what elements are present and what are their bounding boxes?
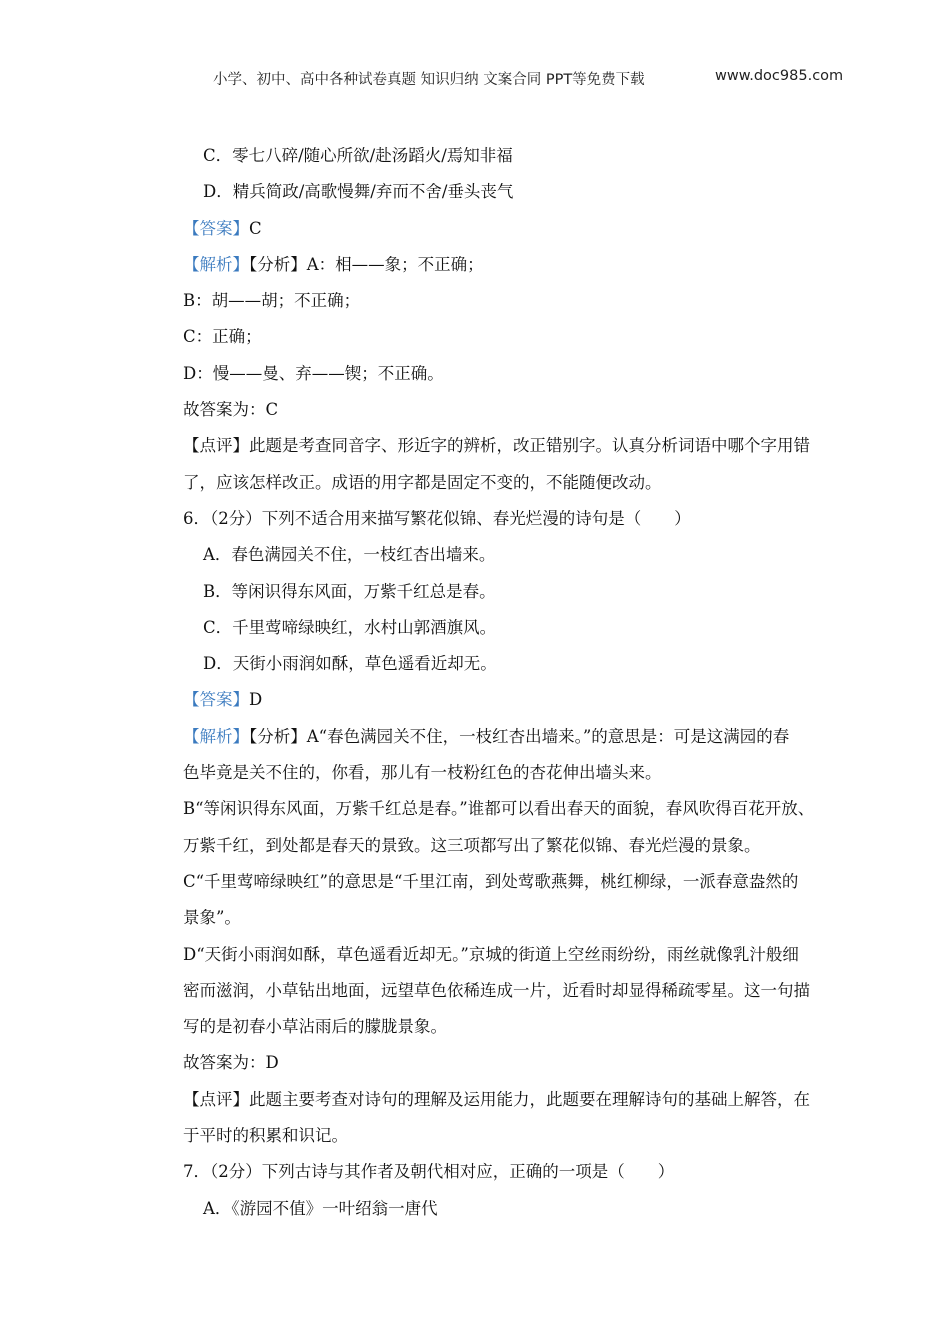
line-text: B．等闲识得东风面，万紫千红总是春。 bbox=[203, 581, 496, 601]
line-text: D“天街小雨润如酥，草色遥看近却无。”京城的街道上空丝雨纷纷，雨丝就像乳汁般细 bbox=[183, 944, 799, 964]
line-text: 7．（2分）下列古诗与其作者及朝代相对应，正确的一项是（ ） bbox=[183, 1162, 675, 1182]
line-text: D．精兵简政/高歌慢舞/弃而不舍/垂头丧气 bbox=[203, 182, 514, 202]
text-line bbox=[183, 467, 863, 503]
line-text: 密而滋润，小草钻出地面，远望草色依稀连成一片，近看时却显得稀疏零星。这一句描 bbox=[183, 980, 810, 1000]
line-text: C．零七八碎/随心所欲/赴汤蹈火/焉知非福 bbox=[203, 146, 513, 165]
text-line bbox=[183, 1011, 863, 1047]
line-text: 【分析】A：相——象；不正确； bbox=[249, 254, 484, 274]
text-line bbox=[183, 503, 863, 539]
document-body bbox=[183, 140, 863, 1229]
line-text: 6．（2分）下列不适合用来描写繁花似锦、春光烂漫的诗句是（ ） bbox=[183, 508, 691, 528]
text-line bbox=[183, 539, 863, 575]
text-line bbox=[183, 1047, 863, 1083]
line-text: D bbox=[249, 690, 263, 710]
line-text: D：慢——曼、弃——锲；不正确。 bbox=[183, 363, 444, 383]
line-text: 【分析】A“春色满园关不住，一枝红杏出墙来。”的意思是：可是这满园的春 bbox=[249, 726, 790, 746]
line-text: C．千里莺啼绿映红，水村山郭酒旗风。 bbox=[203, 617, 497, 637]
text-line bbox=[183, 902, 863, 938]
text-line bbox=[183, 648, 863, 684]
text-line bbox=[183, 358, 863, 394]
text-line bbox=[183, 394, 863, 430]
line-text: A．《游园不值》一叶绍翁一唐代 bbox=[203, 1198, 438, 1218]
header-promo-text: 小学、初中、高中各种试卷真题 知识归纳 文案合同 PPT等免费下载 bbox=[213, 72, 645, 88]
line-text: 了，应该怎样改正。成语的用字都是固定不变的，不能随便改动。 bbox=[183, 472, 662, 492]
text-line bbox=[183, 176, 863, 212]
line-text: 色毕竟是关不住的，你看，那儿有一枝粉红色的杏花伸出墙头来。 bbox=[183, 763, 662, 783]
text-line bbox=[183, 213, 863, 249]
text-line bbox=[183, 430, 863, 466]
line-text: 景象”。 bbox=[183, 908, 241, 928]
text-line bbox=[183, 975, 863, 1011]
text-line bbox=[183, 1120, 863, 1156]
text-line bbox=[183, 576, 863, 612]
line-text: B：胡——胡；不正确； bbox=[183, 291, 361, 311]
line-text: 故答案为：D bbox=[183, 1053, 279, 1073]
text-line bbox=[183, 285, 863, 321]
line-text: C bbox=[249, 218, 262, 238]
line-text: C“千里莺啼绿映红”的意思是“千里江南，到处莺歌燕舞，桃红柳绿，一派春意盎然的 bbox=[183, 871, 799, 891]
text-line bbox=[183, 830, 863, 866]
text-line bbox=[183, 612, 863, 648]
text-line bbox=[183, 1193, 863, 1229]
text-line bbox=[183, 793, 863, 829]
text-line bbox=[183, 140, 863, 176]
line-text: D．天街小雨润如酥，草色遥看近却无。 bbox=[203, 654, 497, 674]
line-text: 故答案为：C bbox=[183, 400, 279, 420]
text-line bbox=[183, 1156, 863, 1192]
line-text: 万紫千红，到处都是春天的景致。这三项都写出了繁花似锦、春光烂漫的景象。 bbox=[183, 835, 761, 855]
label-tag: 【解析】 bbox=[183, 254, 249, 274]
header-website-url: www.doc985.com bbox=[715, 68, 844, 84]
line-text: 【点评】此题是考查同音字、形近字的辨析，改正错别字。认真分析词语中哪个字用错 bbox=[183, 436, 810, 456]
text-line bbox=[183, 721, 863, 757]
line-text: C：正确； bbox=[183, 327, 262, 347]
line-text: 写的是初春小草沾雨后的朦胧景象。 bbox=[183, 1017, 447, 1037]
text-line bbox=[183, 1084, 863, 1120]
text-line bbox=[183, 757, 863, 793]
text-line bbox=[183, 939, 863, 975]
label-tag: 【解析】 bbox=[183, 726, 249, 746]
line-text: A．春色满园关不住，一枝红杏出墙来。 bbox=[203, 545, 496, 565]
line-text: B“等闲识得东风面，万紫千红总是春。”谁都可以看出春天的面貌，春风吹得百花开放、 bbox=[183, 799, 815, 819]
label-tag: 【答案】 bbox=[183, 218, 249, 238]
label-tag: 【答案】 bbox=[183, 690, 249, 710]
text-line bbox=[183, 684, 863, 720]
line-text: 于平时的积累和识记。 bbox=[183, 1126, 348, 1146]
line-text: 【点评】此题主要考查对诗句的理解及运用能力，此题要在理解诗句的基础上解答，在 bbox=[183, 1089, 810, 1109]
text-line bbox=[183, 866, 863, 902]
text-line bbox=[183, 321, 863, 357]
text-line bbox=[183, 249, 863, 285]
